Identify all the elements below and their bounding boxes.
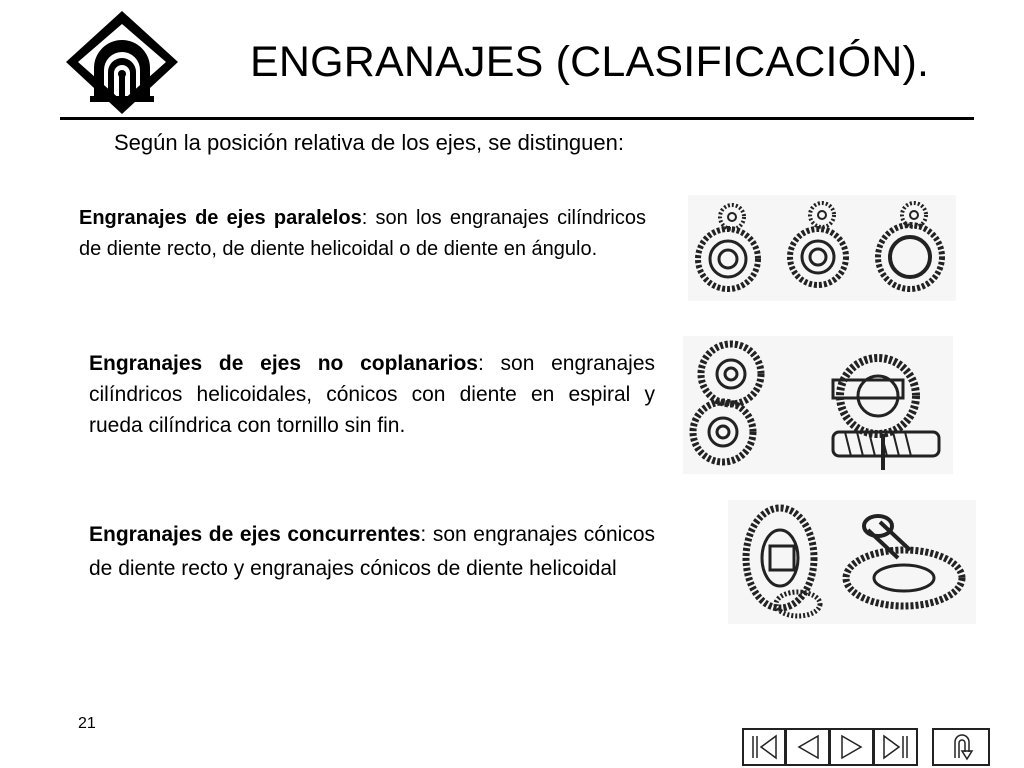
next-slide-button[interactable] [830,728,874,766]
section-body: : son los engranajes cilíndricos de diente recto, de diente helicoidal o de diente en ángulo. [79,207,646,260]
parallel-gears-illustration [688,195,956,301]
institution-logo [64,10,180,118]
page-title: ENGRANAJES (CLASIFICACIÓN). [250,38,930,86]
previous-slide-button[interactable] [786,728,830,766]
section-concurrent-axes [89,518,655,586]
return-icon [945,732,977,762]
bevel-gears-illustration [728,500,976,624]
first-slide-button[interactable] [742,728,786,766]
non-coplanar-gears-illustration [683,336,953,474]
last-slide-icon [880,732,912,762]
section-body: : son engranajes cónicos de diente recto y engranajes cónicos de diente helicoidal [89,523,656,580]
previous-slide-icon [792,732,824,762]
section-parallel-axes [79,203,646,265]
subtitle: Según la posición relativa de los ejes, se distinguen: [114,130,624,155]
page-number: 21 [78,715,96,732]
section-non-coplanar-axes [89,348,655,441]
last-slide-button[interactable] [874,728,918,766]
return-button[interactable] [932,728,990,766]
title-divider [60,117,974,120]
slide-navigation [742,728,990,766]
first-slide-icon [748,732,780,762]
section-heading: Engranajes de ejes concurrentes [89,523,421,546]
section-body: : son engranajes cilíndricos helicoidales, cónicos con diente en espiral y rueda cilíndrica con tornillo sin fin. [89,352,655,437]
section-heading: Engranajes de ejes no coplanarios [89,352,478,375]
section-heading: Engranajes de ejes paralelos [79,207,362,229]
next-slide-icon [836,732,868,762]
